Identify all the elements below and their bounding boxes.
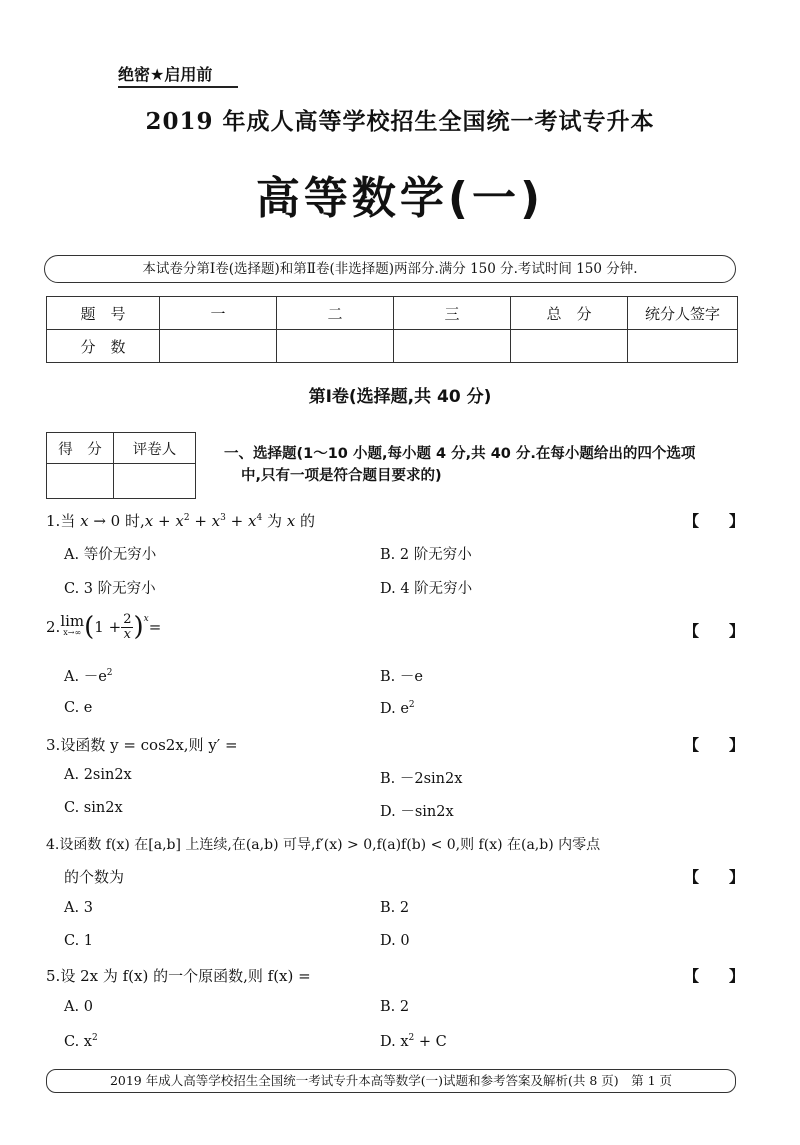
option-d: D. －sin2x [380, 804, 454, 820]
score-table-cell: 一 [160, 297, 277, 330]
option-b: B. 2 阶无穷小 [380, 547, 472, 563]
score-table [46, 296, 738, 363]
option-a [64, 665, 113, 686]
answer-bracket[interactable]: 【 】 [684, 868, 745, 886]
question-5-stem [46, 965, 311, 986]
grader-score-entry[interactable] [47, 464, 114, 499]
option-b: B. 2 [380, 999, 410, 1015]
option-a: A. 2sin2x [64, 767, 132, 783]
question-text: 1 + [94, 618, 122, 636]
option-b: B. 2 [380, 900, 410, 916]
section-instructions [224, 443, 744, 487]
score-table-cell: 分 数 [47, 330, 160, 363]
score-table-cell: 二 [277, 297, 394, 330]
option-d [380, 700, 415, 717]
limit-expression [60, 612, 85, 639]
confidential-underline [118, 86, 238, 88]
exponent: x [143, 614, 149, 624]
score-entry-cell[interactable] [160, 330, 277, 363]
superscript: 2 [408, 1033, 415, 1043]
grader-label: 评卷人 [114, 433, 196, 464]
limit-subscript: x→∞ [63, 628, 82, 637]
question-3-stem [46, 734, 238, 755]
option-c: C. sin2x [64, 800, 123, 816]
score-table-cell: 三 [394, 297, 511, 330]
score-table-header-row [47, 297, 738, 330]
exam-notice: 本试卷分第Ⅰ卷(选择题)和第Ⅱ卷(非选择题)两部分.满分 150 分.考试时间 150 分钟. [44, 255, 736, 283]
right-paren: ) [133, 612, 144, 642]
exam-title: 2019 年成人高等学校招生全国统一考试专升本 [145, 108, 655, 135]
superscript: 2 [106, 668, 113, 679]
question-text: 当 [60, 512, 81, 530]
left-paren: ( [84, 612, 95, 642]
answer-bracket[interactable]: 【 】 [684, 622, 745, 640]
score-table-score-row [47, 330, 738, 363]
option-d: D. 4 阶无穷小 [380, 581, 473, 597]
question-text: 设 2x 为 f(x) 的一个原函数,则 f(x) = [60, 967, 311, 985]
answer-bracket[interactable]: 【 】 [684, 967, 745, 985]
score-entry-cell[interactable] [394, 330, 511, 363]
question-number: 5. [46, 967, 61, 985]
fraction [121, 613, 133, 642]
option-c: C. 1 [64, 933, 94, 949]
option-a: A. 0 [64, 999, 93, 1015]
score-entry-cell[interactable] [628, 330, 738, 363]
grader-table [46, 432, 196, 499]
answer-bracket[interactable]: 【 】 [684, 736, 745, 754]
question-text: 设函数 y = cos2x,则 y′ = [60, 736, 238, 754]
section-title: 第Ⅰ卷(选择题,共 40 分) [308, 387, 492, 407]
superscript: 2 [91, 1033, 98, 1043]
grader-score-label: 得 分 [47, 433, 114, 464]
question-number: 4. [46, 837, 60, 853]
question-number: 3. [46, 736, 61, 754]
option-c [64, 1033, 98, 1050]
instructions-line-1: 一、选择题(1～10 小题,每小题 4 分,共 40 分.在每小题给出的四个选项 [224, 446, 696, 462]
option-a: A. 3 [64, 900, 93, 916]
option-d: D. 0 [380, 933, 410, 949]
question-4-stem-continued: 的个数为 [64, 868, 125, 886]
instructions-line-2: 中,只有一项是符合题目要求的) [241, 468, 442, 484]
score-table-cell: 统分人签字 [628, 297, 738, 330]
score-table-cell: 总 分 [511, 297, 628, 330]
answer-bracket[interactable]: 【 】 [684, 512, 745, 530]
grader-name-entry[interactable] [114, 464, 196, 499]
superscript: 2 [408, 700, 415, 710]
option-text: C. x [64, 1033, 92, 1050]
question-1-stem: 1.当 x → 0 时$,x + x^2 + x^3 + x^4$ 为 x 的 [46, 512, 315, 530]
limit-word: lim [60, 612, 85, 630]
question-text: 为 [262, 512, 287, 530]
score-table-cell: 题 号 [47, 297, 160, 330]
option-b: B. －2sin2x [380, 771, 463, 787]
option-c: C. e [64, 700, 93, 716]
option-text: D. e [380, 700, 409, 717]
option-text: + C [414, 1033, 447, 1050]
option-b: B. －e [380, 669, 423, 685]
fraction-denominator: x [123, 626, 131, 642]
question-number: 1. [46, 512, 61, 530]
question-text: 的 [295, 512, 315, 530]
question-text: 设函数 f(x) 在[a,b] 上连续,在(a,b) 可导,f′(x) > 0,f(a)f(b) < 0,则 f(x) 在(a,b) 内零点 [59, 837, 601, 853]
fraction-numerator: 2 [123, 611, 132, 627]
question-number: 2. [46, 618, 61, 636]
option-d [380, 1033, 447, 1050]
question-4-stem [46, 834, 736, 854]
option-text: D. x [380, 1033, 409, 1050]
subject-title: 高等数学(一) [255, 173, 545, 224]
option-a: A. 等价无穷小 [64, 547, 157, 563]
question-2-stem [46, 612, 161, 642]
score-entry-cell[interactable] [277, 330, 394, 363]
question-text: = [148, 618, 162, 636]
question-text: 时, [120, 512, 145, 530]
score-entry-cell[interactable] [511, 330, 628, 363]
page-footer: 2019 年成人高等学校招生全国统一考试专升本高等数学(一)试题和参考答案及解析(共 8 页) 第 1 页 [46, 1069, 736, 1093]
option-c: C. 3 阶无穷小 [64, 581, 156, 597]
confidential-label: 绝密★启用前 [118, 65, 213, 84]
option-text: A. －e [64, 669, 107, 685]
